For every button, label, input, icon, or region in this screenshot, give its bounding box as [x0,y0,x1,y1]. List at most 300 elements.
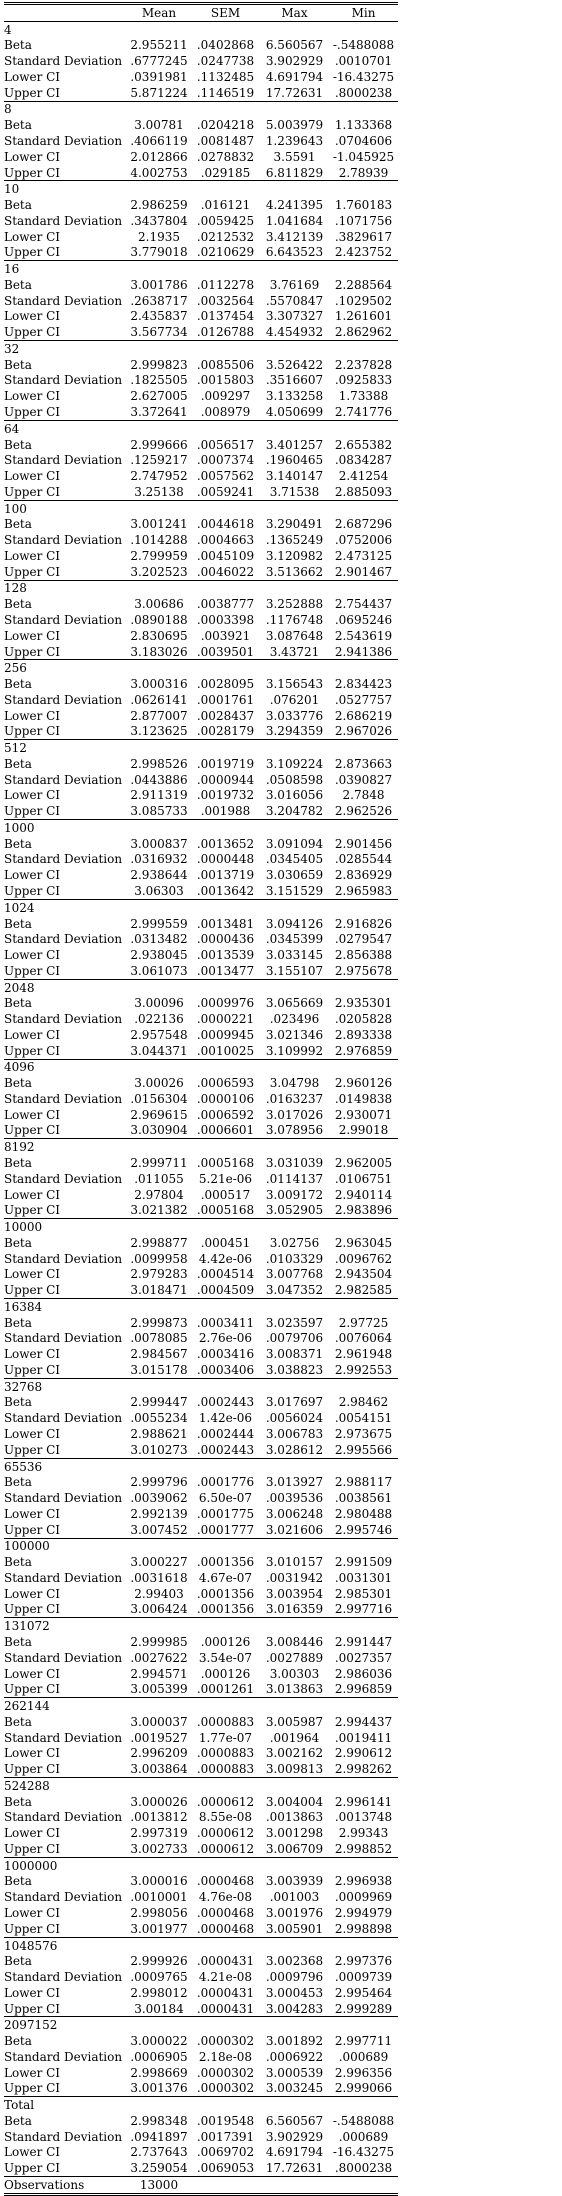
row-label: Lower CI [4,628,61,643]
row-label: Beta [4,357,32,372]
table-row [4,1953,398,1969]
row-label: Upper CI [4,2001,61,2016]
sem-cell: .0019548 [196,2113,255,2128]
row-label: Lower CI [4,2145,61,2160]
sem-cell: .0000612 [196,1826,255,1841]
sem-cell: .0039501 [196,644,255,659]
sem-cell: .0000302 [196,2065,255,2080]
max-cell: 3.04798 [269,1076,320,1091]
table-row [4,2129,398,2145]
max-cell: 6.560567 [265,2113,324,2128]
max-cell: 3.43721 [269,644,320,659]
min-cell: 2.856388 [334,948,393,963]
sem-cell: .0003398 [196,612,255,627]
min-cell: 2.961948 [334,1347,393,1362]
table-row [4,836,398,852]
mean-cell: 3.000037 [130,1714,188,1729]
mean-cell: .0031618 [130,1570,188,1585]
row-label: Upper CI [4,804,61,819]
row-label: Standard Deviation [4,533,123,548]
group-label: 2048 [4,979,398,995]
table-row [4,963,398,979]
row-label: Upper CI [4,1043,61,1058]
sem-cell: .0013719 [196,868,255,883]
max-cell: 6.560567 [265,38,324,53]
min-cell: .000689 [338,2049,389,2064]
row-label: Lower CI [4,788,61,803]
group-header-row [4,820,398,836]
sem-cell: 1.77e-07 [198,1730,253,1745]
row-label: Beta [4,597,32,612]
mean-cell: 2.957548 [130,1027,188,1042]
table-row [4,803,398,819]
sem-cell: .0000468 [196,1905,255,1920]
mean-cell: 2.986259 [130,198,188,213]
mean-cell: 2.999823 [130,357,188,372]
table-row [4,788,398,804]
group-label: 10 [4,181,398,197]
min-cell: .0149838 [334,1091,393,1106]
min-cell: .0096762 [334,1251,393,1266]
row-label: Upper CI [4,1602,61,1617]
mean-cell: 2.999711 [130,1156,188,1170]
group-header-row [4,1698,398,1714]
mean-cell: 2.994571 [130,1666,188,1681]
max-cell: 3.078956 [265,1123,324,1138]
row-label: Upper CI [4,1841,61,1856]
row-label: Beta [4,996,32,1011]
sem-cell: .0000431 [196,2001,255,2016]
sem-cell: .0005168 [196,1203,255,1218]
mean-cell: 2.97804 [134,1187,184,1202]
min-cell: .0106751 [334,1171,393,1186]
mean-cell: 3.372641 [130,405,188,420]
row-label: Lower CI [4,1506,61,1521]
max-cell: .0009796 [265,1970,324,1985]
sem-cell: .029185 [200,165,251,180]
sem-cell: .0000448 [196,852,255,867]
min-cell: .0027357 [334,1650,393,1665]
min-cell: 2.988117 [334,1475,393,1490]
row-label: Lower CI [4,868,61,883]
sem-cell: .0001761 [196,692,255,707]
max-cell: .001964 [269,1730,320,1745]
min-cell: 2.980488 [334,1506,393,1521]
max-cell: 3.001298 [265,1826,324,1841]
max-cell: 3.902929 [265,2129,324,2144]
min-cell: 2.97725 [338,1315,389,1330]
row-label: Standard Deviation [4,293,123,308]
table-row [4,1522,398,1538]
max-cell: 3.004004 [265,1794,324,1809]
min-cell: 2.962005 [334,1156,393,1170]
group-label: Total [4,2097,398,2113]
min-cell: 2.975678 [334,963,393,978]
min-cell: 2.941386 [334,644,393,659]
max-cell: 3.003245 [265,2081,324,2096]
group-header-row [4,1458,398,1474]
group-label: 256 [4,660,398,676]
row-label: Lower CI [4,2065,61,2080]
min-cell: -.5488088 [332,2113,395,2128]
min-cell: 2.994979 [334,1905,393,1920]
sem-cell: .0000431 [196,1954,255,1969]
row-label: Standard Deviation [4,612,123,627]
table-row [4,1554,398,1570]
row-label: Beta [4,1874,32,1889]
results-table [4,2,398,2196]
min-cell: 2.543619 [334,628,393,643]
observations-value: 13000 [127,2177,191,2195]
row-label: Standard Deviation [4,1091,123,1106]
mean-cell: 3.123625 [130,724,188,739]
row-label: Beta [4,38,32,53]
sem-cell: .0000106 [196,1091,255,1106]
min-cell: .0279547 [334,932,393,947]
max-cell: 3.094126 [265,916,324,931]
max-cell: 3.000539 [265,2065,324,2080]
row-label: Standard Deviation [4,1331,123,1346]
group-header-row [4,420,398,436]
min-cell: 2.99343 [338,1826,389,1841]
group-label: 4 [4,21,398,37]
row-label: Upper CI [4,724,61,739]
group-header-row [4,1937,398,1953]
mean-cell: .0009765 [130,1970,188,1985]
max-cell: .0345399 [265,932,324,947]
max-cell: 3.76169 [269,277,320,292]
max-cell: 3.021606 [265,1522,324,1537]
sem-cell: .0001777 [196,1522,255,1537]
group-header-row [4,1857,398,1873]
observations-row [4,2177,398,2195]
min-cell: 2.962526 [334,804,393,819]
table-row [4,1490,398,1506]
mean-cell: 3.005399 [130,1682,188,1697]
row-label: Standard Deviation [4,692,123,707]
row-label: Standard Deviation [4,2049,123,2064]
min-cell: 2.998262 [334,1762,393,1777]
min-cell: .0031301 [334,1570,393,1585]
min-cell: .0010701 [334,54,393,69]
mean-cell: 2.799959 [130,548,188,563]
mean-cell: 2.979283 [130,1267,188,1282]
mean-cell: 3.00686 [134,597,184,612]
sem-cell: .000451 [200,1235,251,1250]
min-cell: 1.760183 [334,198,393,213]
mean-cell: .4066119 [130,134,188,148]
max-cell: .0508598 [265,772,324,787]
sem-cell: .0000612 [196,1841,255,1856]
mean-cell: 3.044371 [130,1043,188,1058]
group-header-row [4,500,398,516]
mean-cell: 2.998669 [130,2065,188,2080]
row-label: Upper CI [4,564,61,579]
sem-cell: 3.54e-07 [198,1650,253,1665]
max-cell: 3.004283 [265,2001,324,2016]
max-cell: 3.047352 [265,1283,324,1298]
mean-cell: 3.000227 [130,1555,188,1570]
max-cell: 3.307327 [265,309,324,324]
table-body [4,21,398,2176]
min-cell: .0527757 [334,692,393,707]
mean-cell: 2.999873 [130,1315,188,1330]
table-row [4,149,398,165]
mean-cell: 4.002753 [130,165,188,180]
mean-cell: 2.998526 [130,756,188,771]
min-cell: .8000238 [334,2161,393,2176]
group-label: 1024 [4,899,398,915]
sem-cell: .0210629 [196,245,255,260]
table-row [4,1395,398,1411]
group-header-row [4,899,398,915]
table-row [4,484,398,500]
row-label: Lower CI [4,469,61,484]
row-label: Upper CI [4,1283,61,1298]
max-cell: 3.252888 [265,597,324,612]
max-cell: 3.526422 [265,357,324,372]
group-label: 2097152 [4,2017,398,2033]
empty-cell [260,2177,329,2195]
max-cell: 3.002162 [265,1746,324,1761]
row-label: Lower CI [4,229,61,244]
table-row [4,1235,398,1251]
max-cell: .1960465 [265,453,324,468]
mean-cell: 2.992139 [130,1506,188,1521]
table-row [4,2065,398,2081]
sem-cell: .0000944 [196,772,255,787]
table-row [4,1985,398,2001]
mean-cell: 2.998056 [130,1905,188,1920]
row-label: Lower CI [4,1586,61,1601]
group-label: 8192 [4,1139,398,1155]
table-row [4,1666,398,1682]
mean-cell: 5.871224 [130,85,188,100]
table-page [4,0,398,2192]
table-row [4,1841,398,1857]
row-label: Lower CI [4,1666,61,1681]
table-row [4,85,398,101]
min-cell: 2.992553 [334,1362,393,1377]
table-row [4,852,398,868]
sem-cell: .0015803 [196,373,255,388]
min-cell: 2.973675 [334,1427,393,1442]
max-cell: 1.041684 [265,213,324,228]
row-label: Upper CI [4,2161,61,2176]
table-row [4,1874,398,1890]
row-label: Standard Deviation [4,1890,123,1905]
mean-cell: 3.001376 [130,2081,188,2096]
sem-cell: .0028179 [196,724,255,739]
sem-cell: .0002443 [196,1395,255,1410]
row-label: Standard Deviation [4,772,123,787]
mean-cell: 3.001786 [130,277,188,292]
min-cell: 2.990612 [334,1746,393,1761]
max-cell: 3.513662 [265,564,324,579]
max-cell: 3.109992 [265,1043,324,1058]
row-label: Beta [4,1634,32,1649]
max-cell: 6.811829 [265,165,324,180]
mean-cell: .1259217 [130,453,188,468]
sem-cell: .0004509 [196,1283,255,1298]
table-row [4,1889,398,1905]
row-label: Standard Deviation [4,1730,123,1745]
sem-cell: .0013642 [196,883,255,898]
max-cell: .0056024 [265,1411,324,1426]
row-label: Beta [4,1156,32,1170]
sem-cell: .0000436 [196,932,255,947]
max-cell: 3.087648 [265,628,324,643]
table-row [4,517,398,533]
sem-cell: .0017391 [196,2129,255,2144]
row-label: Standard Deviation [4,1810,123,1825]
mean-cell: 2.737643 [130,2145,188,2160]
row-label: Lower CI [4,1107,61,1122]
min-cell: .8000238 [334,85,393,100]
row-label: Lower CI [4,1746,61,1761]
row-label: Lower CI [4,309,61,324]
min-cell: .0013748 [334,1810,393,1825]
table-row [4,53,398,69]
mean-cell: 3.003864 [130,1762,188,1777]
sem-cell: 5.21e-06 [198,1171,253,1186]
max-cell: .0114137 [265,1171,324,1186]
row-label: Upper CI [4,484,61,499]
mean-cell: 3.061073 [130,963,188,978]
sem-cell: .0013477 [196,963,255,978]
min-cell: 2.967026 [334,724,393,739]
sem-cell: .0081487 [196,134,255,148]
table-row [4,38,398,54]
min-cell: .0038561 [334,1491,393,1506]
group-header-row [4,181,398,197]
table-row [4,2033,398,2049]
sem-cell: .0137454 [196,309,255,324]
max-cell: 3.021346 [265,1027,324,1042]
mean-cell: 2.969615 [130,1107,188,1122]
sem-cell: .0000883 [196,1714,255,1729]
table-row [4,452,398,468]
mean-cell: 2.996209 [130,1746,188,1761]
sem-cell: .0003411 [196,1315,255,1330]
max-cell: 3.133258 [265,389,324,404]
max-cell: .0103329 [265,1251,324,1266]
min-cell: .000689 [338,2129,389,2144]
sem-cell: .0001356 [196,1555,255,1570]
min-cell: 2.473125 [334,548,393,563]
group-header-row [4,1618,398,1634]
row-label: Beta [4,756,32,771]
row-label: Beta [4,437,32,452]
mean-cell: 3.000316 [130,677,188,692]
min-cell: 2.991447 [334,1634,393,1649]
min-cell: 2.754437 [334,597,393,612]
row-label: Upper CI [4,1682,61,1697]
min-cell: .0205828 [334,1012,393,1027]
sem-cell: .000517 [200,1187,251,1202]
sem-cell: .0006592 [196,1107,255,1122]
table-row [4,995,398,1011]
table-row [4,1043,398,1059]
min-cell: 2.916826 [334,916,393,931]
max-cell: 4.050699 [265,405,324,420]
row-label: Lower CI [4,1826,61,1841]
min-cell: .1071756 [334,213,393,228]
sem-cell: .0003416 [196,1347,255,1362]
min-cell: .0285544 [334,852,393,867]
group-label: 64 [4,420,398,436]
row-label: Upper CI [4,644,61,659]
row-label: Standard Deviation [4,932,123,947]
max-cell: 3.030659 [265,868,324,883]
group-header-row [4,1219,398,1235]
sem-cell: .0002443 [196,1442,255,1457]
table-row [4,213,398,229]
mean-cell: 2.998348 [130,2113,188,2128]
mean-cell: 3.001977 [130,1921,188,1936]
max-cell: 3.091094 [265,836,324,851]
mean-cell: 3.779018 [130,245,188,260]
table-row [4,357,398,373]
row-label: Upper CI [4,405,61,420]
mean-cell: 3.06303 [134,883,184,898]
max-cell: 1.239643 [265,134,324,148]
min-cell: 2.996356 [334,2065,393,2080]
table-row [4,373,398,389]
sem-cell: .0028437 [196,708,255,723]
row-label: Lower CI [4,1027,61,1042]
max-cell: 3.412139 [265,229,324,244]
mean-cell: 3.007452 [130,1522,188,1537]
min-cell: .0925833 [334,373,393,388]
sem-cell: .1146519 [196,85,255,100]
sem-cell: 4.42e-06 [198,1251,253,1266]
row-label: Upper CI [4,1203,61,1218]
row-label: Beta [4,277,32,292]
min-cell: 2.893338 [334,1027,393,1042]
mean-cell: 2.627005 [130,389,188,404]
table-row [4,1474,398,1490]
row-label: Beta [4,2113,32,2128]
mean-cell: 2.830695 [130,628,188,643]
sem-cell: .001988 [200,804,251,819]
group-header-row [4,1378,398,1394]
mean-cell: .0941897 [130,2129,188,2144]
mean-cell: 2.938045 [130,948,188,963]
max-cell: 4.454932 [265,325,324,340]
min-cell: 2.976859 [334,1043,393,1058]
table-row [4,772,398,788]
row-label: Beta [4,1395,32,1410]
sem-cell: .0032564 [196,293,255,308]
row-label: Lower CI [4,389,61,404]
max-cell: 3.017697 [265,1395,324,1410]
min-cell: 2.98462 [338,1395,389,1410]
max-cell: 3.120982 [265,548,324,563]
table-row [4,2049,398,2065]
mean-cell: 2.877007 [130,708,188,723]
row-label: Beta [4,1954,32,1969]
table-row [4,1730,398,1746]
row-label: Standard Deviation [4,2129,123,2144]
mean-cell: 3.00026 [134,1076,184,1091]
table-row [4,628,398,644]
row-label: Upper CI [4,1762,61,1777]
row-label: Upper CI [4,165,61,180]
max-cell: 3.140147 [265,469,324,484]
empty-cell [329,2177,398,2195]
group-header-row [4,1059,398,1075]
